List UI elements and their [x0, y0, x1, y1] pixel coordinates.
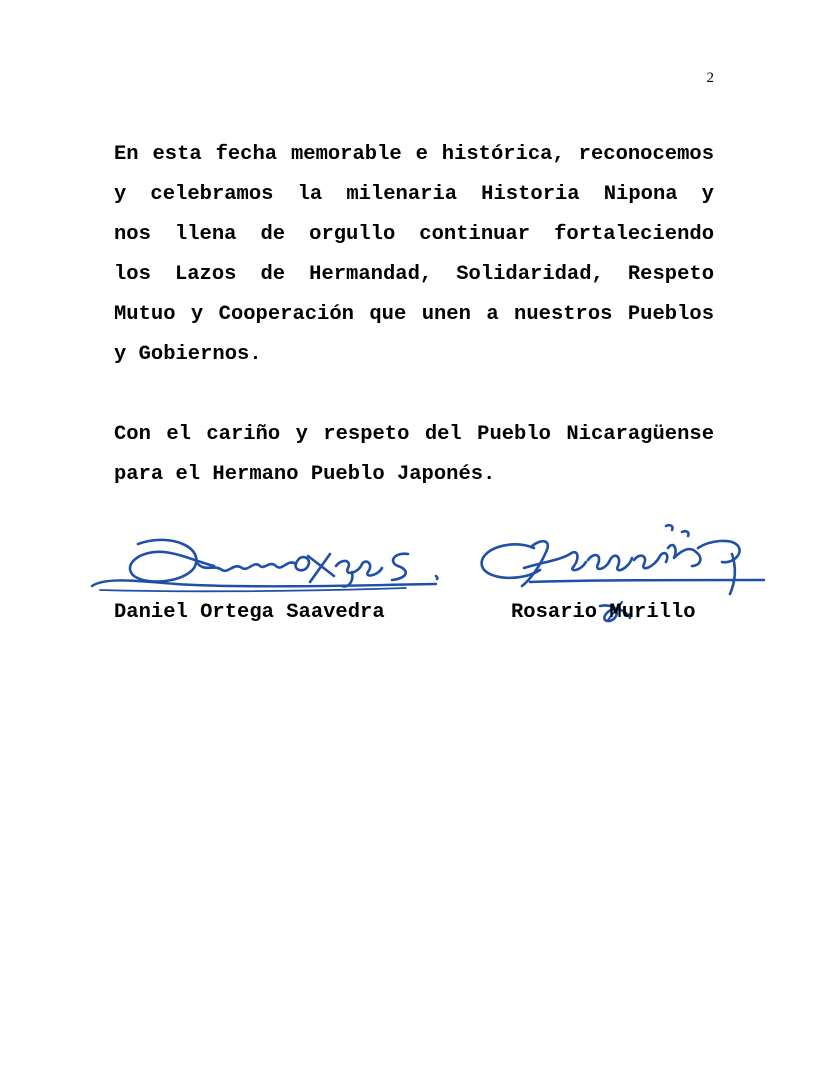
signatory-name-2: Rosario Murillo	[511, 601, 696, 624]
paragraph-line: nos llena de orgullo continuar fortaleciendo	[114, 223, 714, 246]
paragraph-line: y Gobiernos.	[114, 343, 262, 366]
page-number: 2	[706, 70, 714, 86]
signatory-name-1: Daniel Ortega Saavedra	[114, 601, 385, 624]
paragraph-line: En esta fecha memorable e histórica, reconocemos	[114, 143, 714, 166]
paragraph-line: Mutuo y Cooperación que unen a nuestros Pueblos	[114, 303, 714, 326]
paragraph-line: Con el cariño y respeto del Pueblo Nicaragüense	[114, 423, 714, 446]
paragraph-line: y celebramos la milenaria Historia Nipona y	[114, 183, 714, 206]
signature-daniel-ortega	[86, 520, 446, 605]
paragraph-1	[114, 135, 714, 375]
paragraph-line: para el Hermano Pueblo Japonés.	[114, 463, 496, 486]
paragraph-2	[114, 415, 714, 495]
paragraph-line: los Lazos de Hermandad, Solidaridad, Respeto	[114, 263, 714, 286]
